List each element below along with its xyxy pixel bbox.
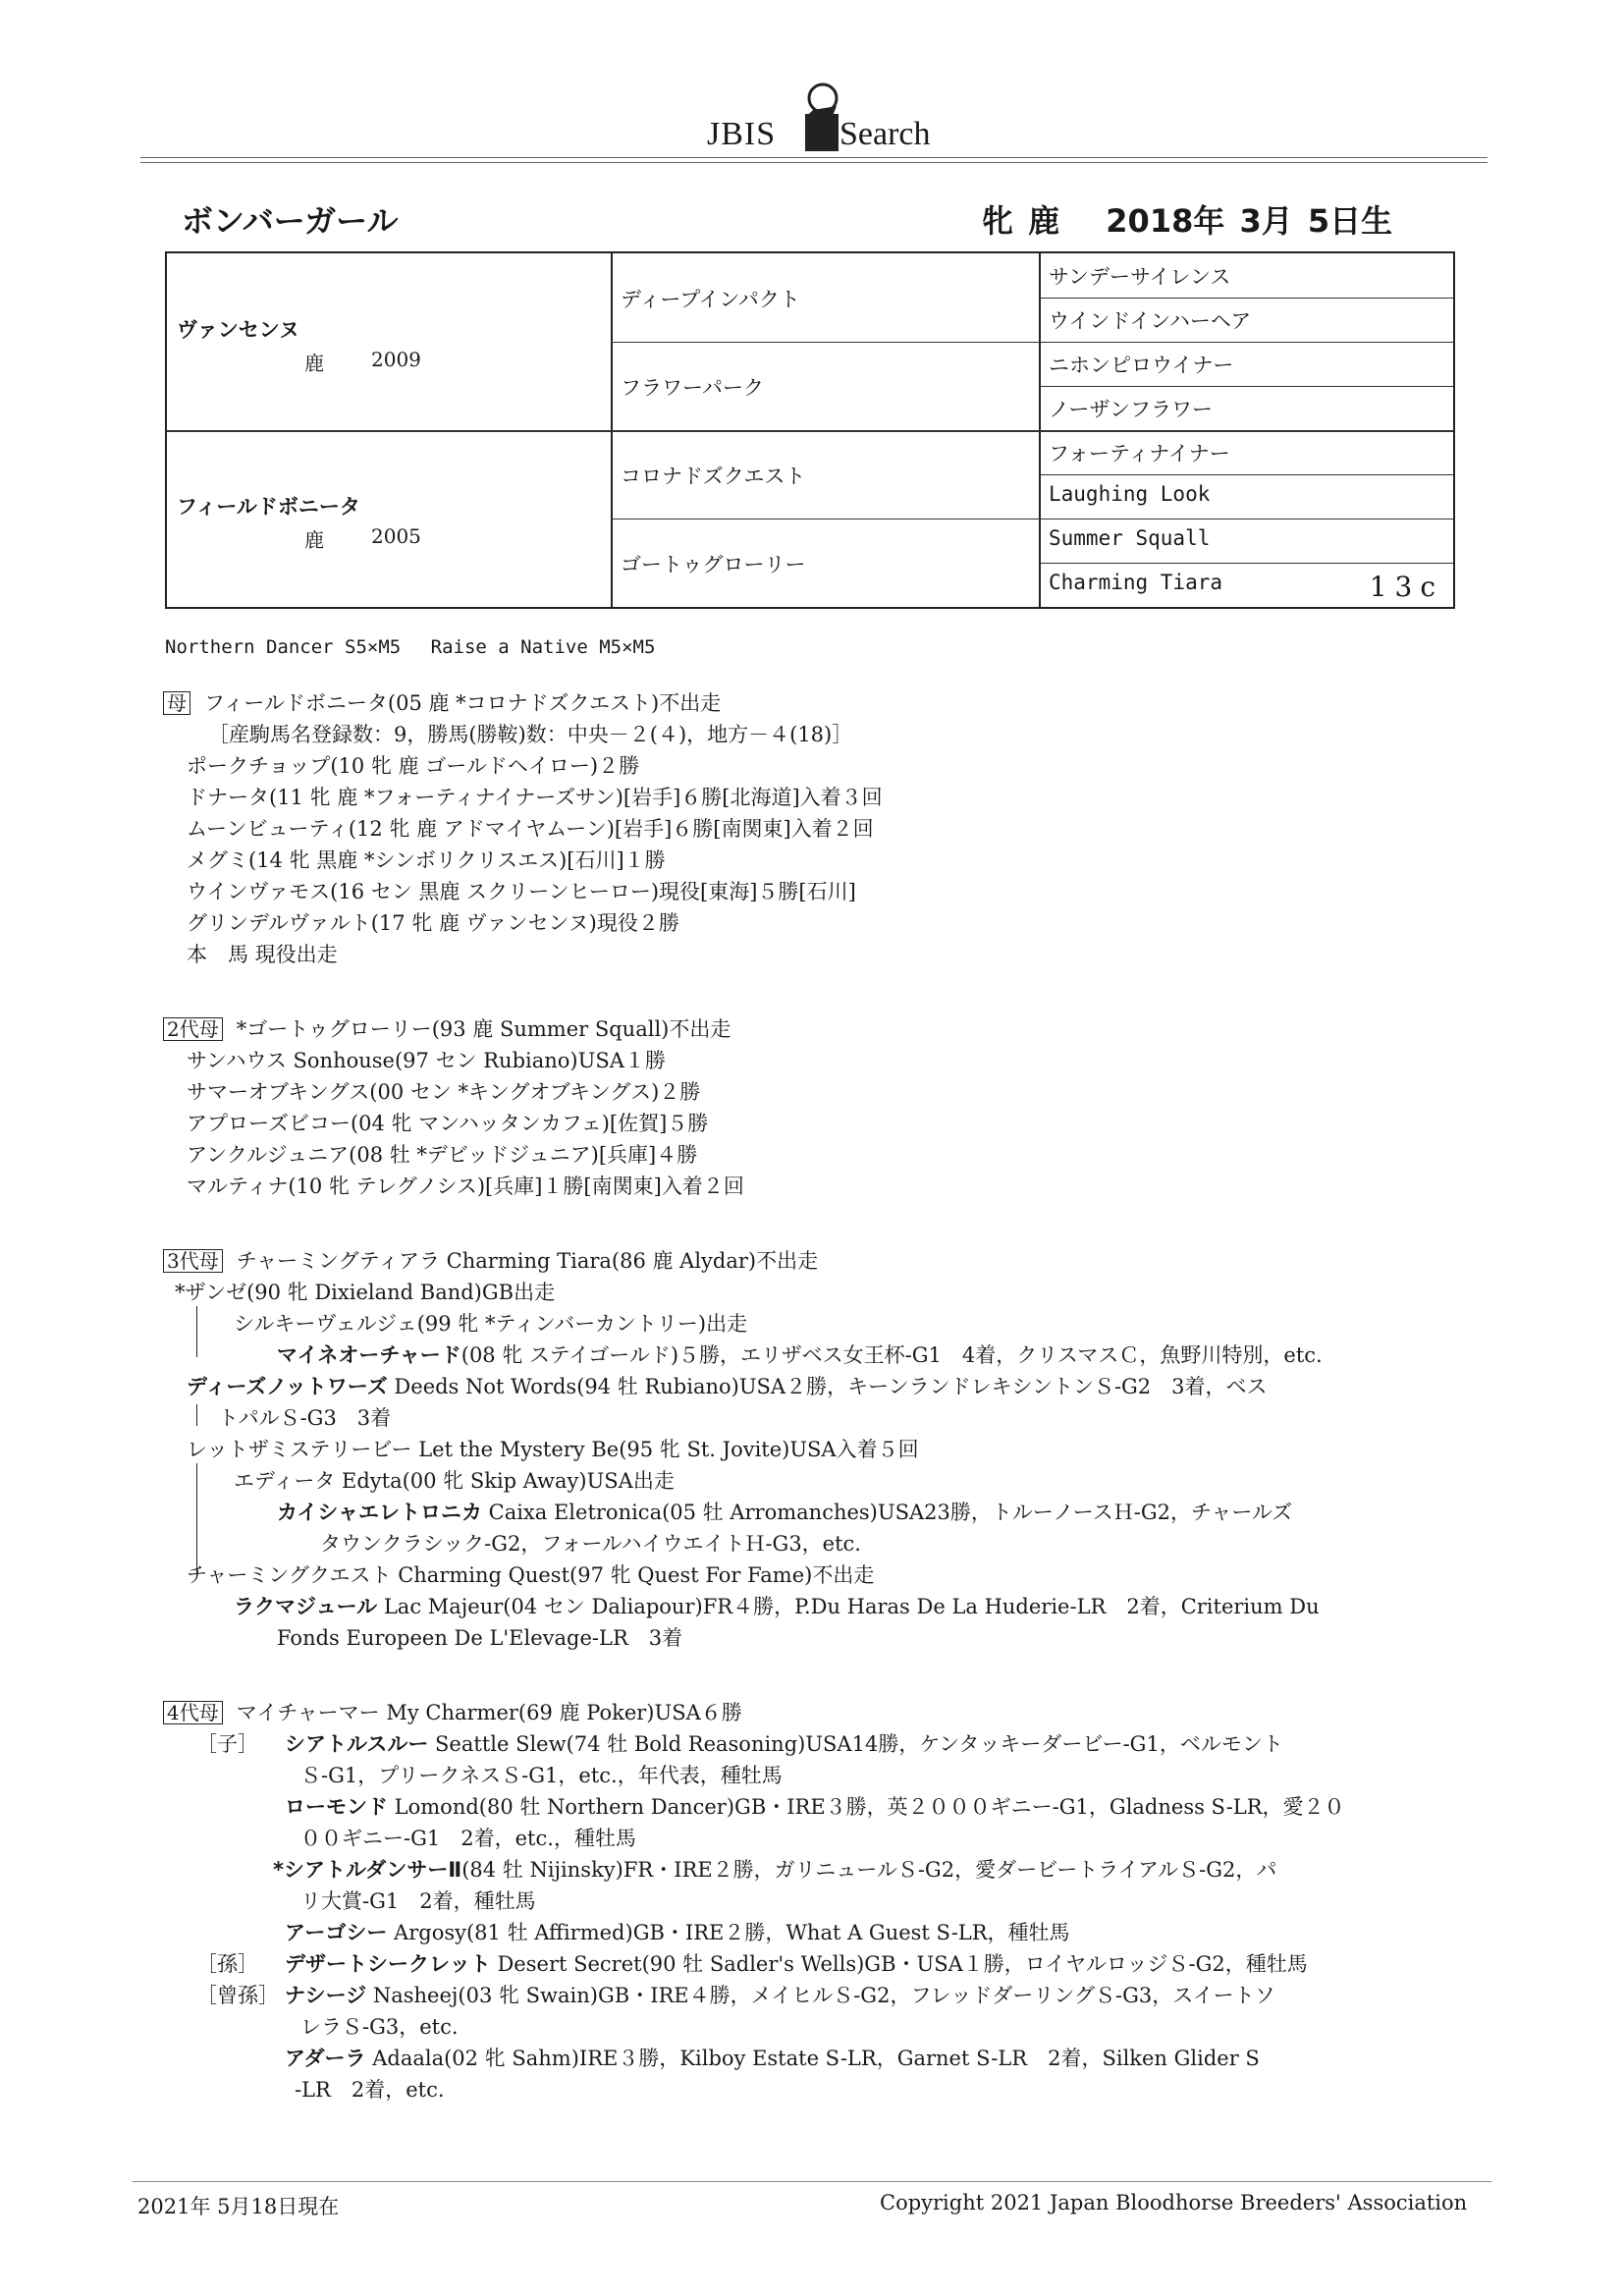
- pedigree-divider: [611, 342, 1453, 343]
- text-line: [285, 1728, 1283, 1758]
- section-2nd-dam-header: [163, 1013, 731, 1043]
- pedigree-gen3: Summer Squall: [1049, 526, 1211, 550]
- text-line: [277, 1497, 1292, 1526]
- tree-line: [196, 1404, 197, 1426]
- horse-name-bold: シアトルスルー: [285, 1732, 429, 1756]
- text-line: Adaala(02 牝 Sahm)IRE３勝，Kilboy Estate S-LR，Garnet S-LR 2着，Silken Glider S: [365, 2047, 1260, 2070]
- inbreeding-note: Northern Dancer S5×M5 Raise a Native M5×M5: [165, 636, 656, 658]
- text-line: アプローズビコー(04 牝 マンハッタンカフェ)[佐賀]５勝: [187, 1112, 709, 1135]
- horse-name-bold: *シアトルダンサーⅡ: [273, 1858, 462, 1882]
- horse-name: ボンバーガール: [182, 202, 399, 240]
- text-line: ウインヴァモス(16 セン 黒鹿 スクリーンヒーロー)現役[東海]５勝[石川]: [187, 880, 856, 903]
- pedigree-sire-name: ヴァンセンヌ: [177, 318, 299, 342]
- text-line: シルキーヴェルジェ(99 牝 *ティンバーカントリー)出走: [234, 1312, 748, 1336]
- pedigree-gen2: フラワーパーク: [621, 376, 764, 400]
- pedigree-gen2: ゴートゥグローリー: [621, 553, 806, 576]
- pedigree-gen3: フォーティナイナー: [1049, 442, 1230, 465]
- pedigree-gen3: ノーザンフラワー: [1049, 398, 1213, 421]
- horse-name-bold: ローモンド: [285, 1795, 388, 1819]
- text-line: [285, 1917, 1070, 1946]
- jbis-logo: [707, 77, 943, 155]
- pedigree-divider: [1039, 298, 1453, 299]
- text-line: レットザミステリービー Let the Mystery Be(95 牝 St. Jovite)USA入着５回: [187, 1438, 919, 1461]
- horse-name-bold: アーゴシー: [285, 1921, 388, 1944]
- logo-text-right: Search: [839, 116, 931, 152]
- text-line: [234, 1591, 1320, 1620]
- text-line: マルティナ(10 牝 テレグノシス)[兵庫]１勝[南関東]入着２回: [187, 1175, 744, 1198]
- text-line: *ザンゼ(90 牝 Dixieland Band)GB出走: [175, 1281, 556, 1304]
- pedigree-sire-color: 鹿: [304, 352, 324, 375]
- pedigree-dam-name: フィールドボニータ: [177, 495, 360, 519]
- pedigree-sire-year: 2009: [371, 348, 421, 371]
- text-line: Lomond(80 牡 Northern Dancer)GB・IRE３勝，英２０００ギニー-G1，Gladness S-LR，愛２０: [388, 1795, 1345, 1819]
- text-line: Caixa Eletronica(05 牡 Arromanches)USA23勝，トルーノースＨ-G2，チャールズ: [481, 1501, 1293, 1524]
- text-line: -LR 2着，etc.: [295, 2078, 445, 2102]
- section-label: 2代母: [163, 1017, 223, 1041]
- text-line: Deeds Not Words(94 牡 Rubiano)USA２勝，キーンランドレキシントンＳ-G2 3着，ベス: [387, 1375, 1268, 1398]
- text-line: エディータ Edyta(00 牝 Skip Away)USA出走: [234, 1469, 675, 1493]
- text-line: フィールドボニータ(05 鹿 *コロナドズクエスト)不出走: [204, 691, 722, 715]
- text-line: ００ギニー-G1 2着，etc.，種牡馬: [300, 1827, 636, 1850]
- header-divider: [140, 157, 1488, 163]
- text-line: ［産駒馬名登録数：9，勝馬(勝鞍)数：中央－２(４)，地方－４(18)］: [208, 723, 853, 746]
- text-line: レラＳ-G3，etc.: [300, 2015, 459, 2039]
- text-line: (08 牝 ステイゴールド)５勝，エリザベス女王杯-G1 4着，クリスマスＣ，魚野川特別，etc.: [460, 1343, 1323, 1367]
- text-line: グリンデルヴァルト(17 牝 鹿 ヴァンセンヌ)現役２勝: [187, 911, 679, 935]
- text-line: *ゴートゥグローリー(93 鹿 Summer Squall)不出走: [236, 1017, 731, 1041]
- text-line: [273, 1854, 1276, 1884]
- text-line: Ｓ-G1，プリークネスＳ-G1，etc.，年代表，種牡馬: [300, 1764, 783, 1787]
- logo-mark-icon: [805, 114, 839, 151]
- logo-text-left: JBIS: [707, 116, 777, 152]
- text-line: Seattle Slew(74 牡 Bold Reasoning)USA14勝，ケンタッキーダービー-G1，ベルモント: [428, 1732, 1283, 1756]
- pedigree-gen3: サンデーサイレンス: [1049, 265, 1231, 289]
- section-3rd-dam-header: [163, 1245, 818, 1275]
- footer-date: 2021年 5月18日現在: [137, 2195, 340, 2218]
- text-line: サマーオブキングス(00 セン *キングオブキングス)２勝: [187, 1080, 701, 1104]
- text-line: ドナータ(11 牝 鹿 *フォーティナイナーズサン)[岩手]６勝[北海道]入着３回: [187, 786, 883, 809]
- horse-name-bold: アダーラ: [285, 2047, 366, 2070]
- pedigree-gen3: Laughing Look: [1049, 482, 1211, 506]
- text-line: メグミ(14 牝 黒鹿 *シンボリクリスエス)[石川]１勝: [187, 848, 666, 872]
- text-line: サンハウス Sonhouse(97 セン Rubiano)USA１勝: [187, 1049, 666, 1072]
- footer-copyright: Copyright 2021 Japan Bloodhorse Breeders' Association: [880, 2191, 1468, 2214]
- horse-meta: 牝 鹿 2018年 3月 5日生: [982, 202, 1393, 240]
- tree-line: [196, 1306, 197, 1357]
- pedigree-divider: [1039, 386, 1453, 387]
- text-line: [285, 1948, 1308, 1978]
- text-line: 本 馬 現役出走: [187, 943, 338, 966]
- horse-name-bold: カイシャエレトロニカ: [277, 1501, 482, 1524]
- pedigree-gen2: ディープインパクト: [621, 288, 800, 311]
- footer-divider: [133, 2181, 1491, 2182]
- section-4th-dam-header: [163, 1697, 742, 1726]
- text-line: [187, 1371, 1268, 1400]
- pedigree-dam-color: 鹿: [304, 528, 324, 552]
- text-line: (84 牡 Nijinsky)FR・IRE２勝，ガリニュールＳ-G2，愛ダービートライアルＳ-G2，パ: [461, 1858, 1277, 1882]
- text-line: トパルＳ-G3 3着: [218, 1406, 392, 1430]
- horse-name-bold: デザートシークレット: [285, 1952, 491, 1976]
- text-line: ムーンビューティ(12 牝 鹿 アドマイヤムーン)[岩手]６勝[南関東]入着２回: [187, 817, 874, 841]
- pedigree-family-code: 13c: [1369, 571, 1443, 603]
- text-line: [285, 2043, 1260, 2072]
- relation-label: ［子］: [196, 1732, 258, 1756]
- pedigree-divider: [1039, 474, 1453, 475]
- pedigree-gen3: ニホンピロウイナー: [1049, 354, 1234, 377]
- section-label: 4代母: [163, 1701, 223, 1724]
- text-line: Lac Majeur(04 セン Daliapour)FR４勝，P.Du Haras De La Huderie-LR 2着，Criterium Du: [377, 1595, 1320, 1618]
- horse-name-bold: ナシージ: [285, 1984, 367, 2007]
- horse-name-bold: ディーズノットワーズ: [187, 1375, 388, 1398]
- text-line: タウンクラシック-G2，フォールハイウエイトＨ-G3，etc.: [320, 1532, 861, 1556]
- text-line: マイチャーマー My Charmer(69 鹿 Poker)USA６勝: [236, 1701, 742, 1724]
- text-line: リ大賞-G1 2着，種牡馬: [300, 1889, 536, 1913]
- text-line: [285, 1791, 1345, 1821]
- text-line: Fonds Europeen De L'Elevage-LR 3着: [277, 1626, 683, 1650]
- text-line: Nasheej(03 牝 Swain)GB・IRE４勝，メイヒルＳ-G2，フレッドダーリングＳ-G3，スイートソ: [366, 1984, 1275, 2007]
- text-line: アンクルジュニア(08 牡 *デビッドジュニア)[兵庫]４勝: [187, 1143, 698, 1167]
- section-dam-header: [163, 687, 721, 717]
- pedigree-divider: [167, 430, 1453, 432]
- text-line: チャーミングクエスト Charming Quest(97 牝 Quest For Fame)不出走: [187, 1563, 875, 1587]
- text-line: Desert Secret(90 牡 Sadler's Wells)GB・USA１勝，ロイヤルロッジＳ-G2，種牡馬: [490, 1952, 1308, 1976]
- text-line: ポークチョップ(10 牝 鹿 ゴールドヘイロー)２勝: [187, 754, 640, 778]
- pedigree-gen3: ウインドインハーヘア: [1049, 309, 1252, 333]
- relation-label: ［孫］: [196, 1952, 258, 1976]
- pedigree-gen2: コロナドズクエスト: [621, 465, 806, 488]
- text-line: [277, 1339, 1323, 1369]
- section-label: 3代母: [163, 1249, 223, 1273]
- text-line: チャーミングティアラ Charming Tiara(86 鹿 Alydar)不出走: [236, 1249, 819, 1273]
- relation-label: ［曾孫］: [196, 1984, 279, 2007]
- section-label: 母: [163, 691, 190, 715]
- text-line: Argosy(81 牡 Affirmed)GB・IRE２勝，What A Guest S-LR，種牡馬: [387, 1921, 1070, 1944]
- horse-name-bold: ラクマジュール: [234, 1595, 378, 1618]
- pedigree-dam-year: 2005: [371, 524, 421, 548]
- pedigree-gen3: Charming Tiara: [1049, 571, 1223, 594]
- text-line: [285, 1980, 1275, 2009]
- pedigree-table: [165, 251, 1455, 609]
- pedigree-divider: [1039, 563, 1453, 564]
- horse-name-bold: マイネオーチャード: [277, 1343, 461, 1367]
